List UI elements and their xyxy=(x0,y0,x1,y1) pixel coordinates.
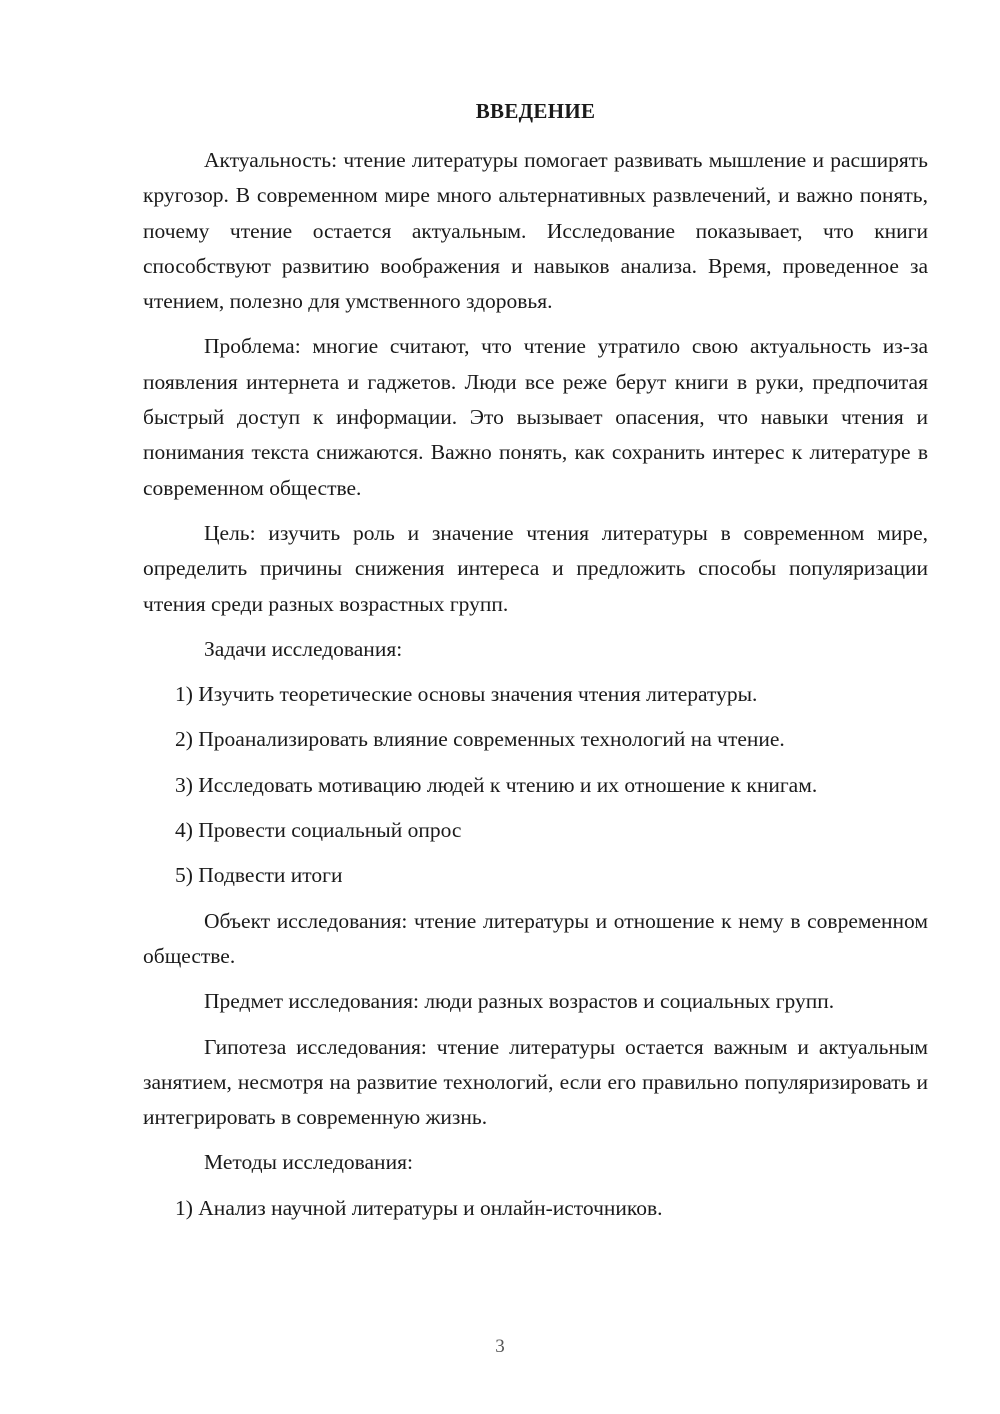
relevance-paragraph: Актуальность: чтение литературы помогает развивать мышление и расширять кругозор. В современном мире много альтернативных развлечений, и важно понять, почему чтение остается актуальным. Исследование показывает, что книги способствуют развитию воображения и навыков анализа. Время, проведенное за чтением, полезно для умственного здоровья. xyxy=(143,148,928,314)
subject-paragraph: Предмет исследования: люди разных возрастов и социальных групп. xyxy=(204,989,835,1014)
tasks-heading: Задачи исследования: xyxy=(204,636,403,661)
method-item-1: 1) Анализ научной литературы и онлайн-источников. xyxy=(175,1195,663,1220)
task-item-3: 3) Исследовать мотивацию людей к чтению и их отношение к книгам. xyxy=(175,772,818,797)
goal-paragraph: Цель: изучить роль и значение чтения литературы в современном мире, определить причины снижения интереса и предложить способы популяризации чтения среди разных возрастных групп. xyxy=(143,520,928,616)
page-number: 3 xyxy=(495,1336,505,1357)
task-item-1: 1) Изучить теоретические основы значения чтения литературы. xyxy=(175,682,758,707)
task-item-2: 2) Проанализировать влияние современных технологий на чтение. xyxy=(175,727,785,752)
hypothesis-paragraph: Гипотеза исследования: чтение литературы остается важным и актуальным занятием, несмотря на развитие технологий, если его правильно популяризировать и интегрировать в современную жизнь. xyxy=(143,1034,928,1130)
object-paragraph: Объект исследования: чтение литературы и отношение к нему в современном обществе. xyxy=(143,908,928,968)
task-item-5: 5) Подвести итоги xyxy=(175,863,343,888)
document-body xyxy=(143,143,928,1226)
page-title: ВВЕДЕНИЕ xyxy=(475,99,596,123)
methods-heading: Методы исследования: xyxy=(204,1150,413,1175)
problem-paragraph: Проблема: многие считают, что чтение утратило свою актуальность из-за появления интернета и гаджетов. Люди все реже берут книги в руки, предпочитая быстрый доступ к информации. Это вызывает опасения, что навыки чтения и понимания текста снижаются. Важно понять, как сохранить интерес к литературе в современном обществе. xyxy=(143,334,928,500)
task-item-4: 4) Провести социальный опрос xyxy=(175,818,462,843)
